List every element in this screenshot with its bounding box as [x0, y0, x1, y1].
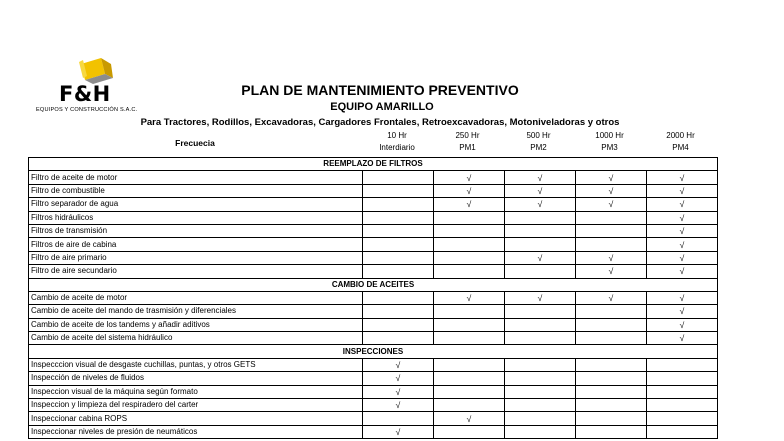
empty-cell [576, 224, 647, 237]
empty-cell [505, 412, 576, 425]
empty-cell [434, 238, 505, 251]
maintenance-table [28, 157, 718, 439]
task-name: Filtro de aire primario [29, 251, 363, 264]
check-mark-cell: √ [647, 291, 718, 304]
column-header-500hr [503, 131, 574, 152]
column-label: PM4 [672, 143, 689, 152]
empty-cell [434, 372, 505, 385]
section-header-row [29, 158, 718, 171]
empty-cell [647, 425, 718, 438]
empty-cell [363, 412, 434, 425]
check-mark-cell: √ [576, 251, 647, 264]
empty-cell [505, 332, 576, 345]
empty-cell [434, 318, 505, 331]
check-mark-cell: √ [434, 412, 505, 425]
empty-cell [363, 251, 434, 264]
task-name: Filtro de aire secundario [29, 265, 363, 278]
empty-cell [505, 238, 576, 251]
empty-cell [434, 211, 505, 224]
check-mark-cell: √ [363, 399, 434, 412]
check-mark-cell: √ [647, 265, 718, 278]
check-mark-cell: √ [363, 385, 434, 398]
section-header-row [29, 278, 718, 291]
check-mark-cell: √ [505, 184, 576, 197]
empty-cell [505, 372, 576, 385]
task-name: Cambio de aceite del sistema hidráulico [29, 332, 363, 345]
table-row [29, 318, 718, 331]
check-mark-cell: √ [363, 358, 434, 371]
table-row [29, 305, 718, 318]
empty-cell [647, 358, 718, 371]
empty-cell [505, 425, 576, 438]
check-mark-cell: √ [647, 198, 718, 211]
empty-cell [505, 358, 576, 371]
task-name: Cambio de aceite de los tandems y añadir aditivos [29, 318, 363, 331]
empty-cell [647, 399, 718, 412]
check-mark-cell: √ [434, 184, 505, 197]
empty-cell [576, 238, 647, 251]
column-label: PM3 [601, 143, 618, 152]
frequency-label: Frecuecia [175, 138, 215, 148]
table-row [29, 265, 718, 278]
empty-cell [576, 358, 647, 371]
check-mark-cell: √ [505, 291, 576, 304]
empty-cell [363, 265, 434, 278]
column-header-1000hr [574, 131, 645, 152]
column-header-250hr [432, 131, 503, 152]
empty-cell [576, 385, 647, 398]
empty-cell [434, 332, 505, 345]
check-mark-cell: √ [434, 171, 505, 184]
column-hours: 1000 Hr [595, 131, 624, 140]
empty-cell [647, 385, 718, 398]
column-hours: 500 Hr [526, 131, 551, 140]
empty-cell [576, 425, 647, 438]
check-mark-cell: √ [647, 171, 718, 184]
empty-cell [647, 372, 718, 385]
empty-cell [576, 412, 647, 425]
column-header-2000hr [645, 131, 716, 152]
empty-cell [434, 385, 505, 398]
check-mark-cell: √ [505, 251, 576, 264]
section-title: INSPECCIONES [29, 345, 718, 358]
empty-cell [363, 184, 434, 197]
check-mark-cell: √ [363, 372, 434, 385]
empty-cell [363, 305, 434, 318]
section-header-row [29, 345, 718, 358]
empty-cell [576, 399, 647, 412]
column-hours: 2000 Hr [666, 131, 695, 140]
task-name: Filtros de aire de cabina [29, 238, 363, 251]
task-name: Filtro de combustible [29, 184, 363, 197]
empty-cell [576, 211, 647, 224]
table-row [29, 425, 718, 438]
empty-cell [576, 305, 647, 318]
check-mark-cell: √ [576, 184, 647, 197]
empty-cell [505, 385, 576, 398]
section-title: REEMPLAZO DE FILTROS [29, 158, 718, 171]
empty-cell [363, 238, 434, 251]
check-mark-cell: √ [576, 265, 647, 278]
section-title: CAMBIO DE ACEITES [29, 278, 718, 291]
check-mark-cell: √ [363, 425, 434, 438]
table-row [29, 412, 718, 425]
check-mark-cell: √ [647, 332, 718, 345]
task-name: Filtro separador de agua [29, 198, 363, 211]
table-row [29, 358, 718, 371]
maintenance-table-body [29, 158, 718, 439]
empty-cell [363, 198, 434, 211]
empty-cell [363, 318, 434, 331]
column-label: PM2 [530, 143, 547, 152]
table-row [29, 238, 718, 251]
empty-cell [434, 251, 505, 264]
column-label: PM1 [459, 143, 476, 152]
task-name: Cambio de aceite del mando de trasmisión y diferenciales [29, 305, 363, 318]
task-name: Inspeccionar cabina ROPS [29, 412, 363, 425]
check-mark-cell: √ [647, 224, 718, 237]
table-row [29, 171, 718, 184]
table-row [29, 224, 718, 237]
empty-cell [363, 332, 434, 345]
table-row [29, 385, 718, 398]
logo-subtitle: EQUIPOS Y CONSTRUCCIÓN S.A.C. [36, 107, 138, 113]
column-header-10hr [362, 131, 432, 152]
empty-cell [576, 332, 647, 345]
table-row [29, 291, 718, 304]
task-name: Cambio de aceite de motor [29, 291, 363, 304]
empty-cell [434, 425, 505, 438]
task-name: Filtro de aceite de motor [29, 171, 363, 184]
empty-cell [434, 265, 505, 278]
empty-cell [505, 305, 576, 318]
empty-cell [363, 171, 434, 184]
empty-cell [363, 291, 434, 304]
check-mark-cell: √ [576, 198, 647, 211]
table-row [29, 399, 718, 412]
check-mark-cell: √ [576, 171, 647, 184]
empty-cell [434, 399, 505, 412]
task-name: Filtros hidráulicos [29, 211, 363, 224]
check-mark-cell: √ [434, 198, 505, 211]
empty-cell [363, 211, 434, 224]
check-mark-cell: √ [647, 251, 718, 264]
empty-cell [505, 224, 576, 237]
check-mark-cell: √ [647, 238, 718, 251]
table-row [29, 184, 718, 197]
table-row [29, 251, 718, 264]
empty-cell [505, 265, 576, 278]
empty-cell [576, 318, 647, 331]
empty-cell [505, 211, 576, 224]
column-hours: 250 Hr [455, 131, 480, 140]
empty-cell [363, 224, 434, 237]
check-mark-cell: √ [647, 184, 718, 197]
check-mark-cell: √ [647, 318, 718, 331]
empty-cell [505, 399, 576, 412]
table-row [29, 372, 718, 385]
task-name: Inspecccion visual de desgaste cuchillas, puntas, y otros GETS [29, 358, 363, 371]
check-mark-cell: √ [647, 305, 718, 318]
task-name: Inspeccionar niveles de presión de neumáticos [29, 425, 363, 438]
task-name: Inspeccion visual de la máquina según formato [29, 385, 363, 398]
table-row [29, 198, 718, 211]
task-name: Filtros de transmisión [29, 224, 363, 237]
task-name: Inspeccion y limpieza del respiradero del carter [29, 399, 363, 412]
empty-cell [434, 358, 505, 371]
task-name: Inspección de niveles de fluidos [29, 372, 363, 385]
empty-cell [434, 224, 505, 237]
check-mark-cell: √ [576, 291, 647, 304]
logo-brand: F&H [59, 82, 111, 106]
table-row [29, 211, 718, 224]
column-hours: 10 Hr [387, 131, 407, 140]
check-mark-cell: √ [434, 291, 505, 304]
empty-cell [505, 318, 576, 331]
empty-cell [434, 305, 505, 318]
equipment-title: EQUIPO AMARILLO [330, 101, 434, 113]
empty-cell [647, 412, 718, 425]
scope-subtitle: Para Tractores, Rodillos, Excavadoras, Cargadores Frontales, Retroexcavadoras, Motoniveladoras y otros [140, 117, 620, 128]
empty-cell [576, 372, 647, 385]
check-mark-cell: √ [505, 198, 576, 211]
check-mark-cell: √ [647, 211, 718, 224]
check-mark-cell: √ [505, 171, 576, 184]
page-title: PLAN DE MANTENIMIENTO PREVENTIVO [241, 82, 519, 98]
column-label: Interdiario [379, 143, 415, 152]
table-row [29, 332, 718, 345]
